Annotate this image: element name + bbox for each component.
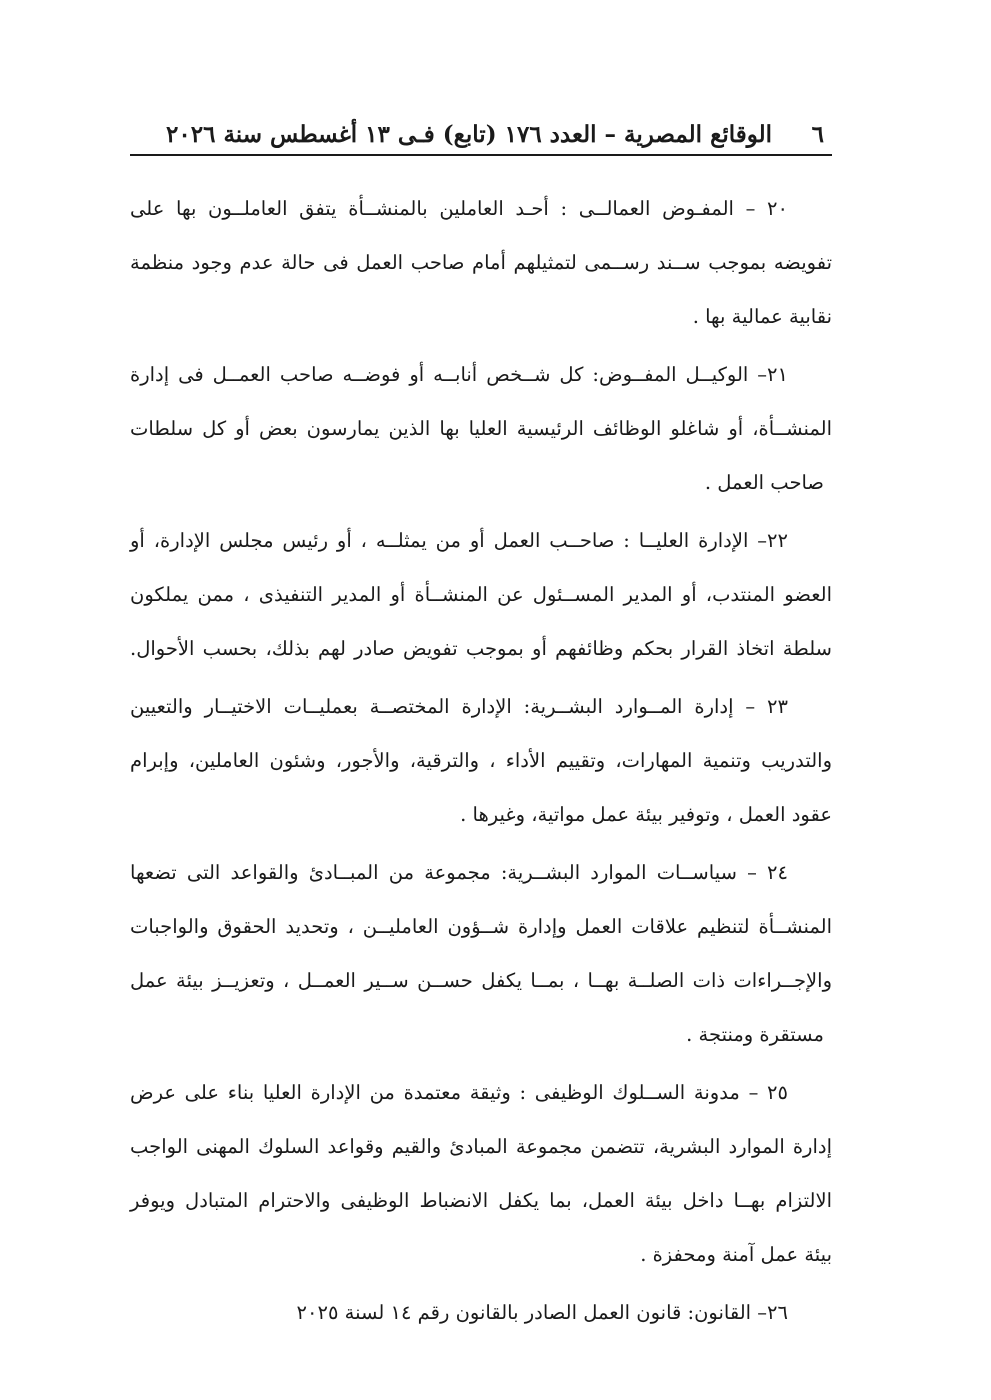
definition-paragraph-20 [130, 182, 832, 344]
paragraph-line: إدارة الموارد البشرية، تتضمن مجموعة المبادئ والقيم وقواعد السلوك المهنى الواجب [130, 1135, 832, 1158]
document-page [130, 0, 832, 1400]
paragraph-line: بيئة عمل آمنة ومحفزة . [640, 1243, 832, 1266]
definition-paragraph-23 [130, 680, 832, 842]
definition-paragraph-26 [130, 1286, 832, 1340]
paragraph-line: والإجــراءات ذات الصلــة بهــا ، بمــا يكفل حســن ســير العمــل ، وتعزيــز بيئة عمل [130, 969, 832, 992]
paragraph-line: المنشــأة لتنظيم علاقات العمل وإدارة شــؤون العامليــن ، وتحديد الحقوق والواجبات [130, 915, 832, 938]
definition-paragraph-25 [130, 1066, 832, 1282]
header-divider [130, 154, 832, 156]
paragraph-line: ٢١– الوكيــل المفــوض: كل شــخص أنابــه أو فوضــه صاحب العمــل فى إدارة [130, 363, 788, 386]
paragraph-line: والتدريب وتنمية المهارات، وتقييم الأداء ، والترقية، والأجور، وشئون العاملين، وإبرام [130, 749, 832, 772]
page-number: ٦ [811, 120, 824, 148]
definition-paragraph-24 [130, 846, 832, 1062]
paragraph-line: ٢٤ – سياســات الموارد البشــرية: مجموعة من المبــادئ والقواعد التى تضعها [130, 861, 788, 884]
paragraph-line: مستقرة ومنتجة . [686, 1023, 824, 1046]
paragraph-line: المنشــأة، أو شاغلو الوظائف الرئيسية العليا بها الذين يمارسون بعض أو كل سلطات [130, 417, 832, 440]
paragraph-line: عقود العمل ، وتوفير بيئة عمل مواتية، وغيرها . [460, 803, 832, 826]
paragraph-line: نقابية عمالية بها . [692, 305, 832, 328]
paragraph-line: ٢٣ – إدارة المــوارد البشــرية: الإدارة المختصــة بعمليــات الاختيــار والتعيين [130, 695, 788, 718]
definition-paragraph-22 [130, 514, 832, 676]
paragraph-line: سلطة اتخاذ القرار بحكم وظائفهم أو بموجب تفويض صادر لهم بذلك، بحسب الأحوال. [130, 637, 832, 660]
paragraph-line: العضو المنتدب، أو المدير المســئول عن المنشــأة أو المدير التنفيذى ، ممن يملكون [130, 583, 832, 606]
running-header [130, 112, 832, 156]
paragraph-line: ٢٦– القانون: قانون العمل الصادر بالقانون رقم ١٤ لسنة ٢٠٢٥ [296, 1301, 788, 1324]
running-title: الوقائع المصرية – العدد ١٧٦ (تابع) فـى ١٣ أغسطس سنة ٢٠٢٦ [166, 120, 772, 148]
body-text [130, 182, 832, 1344]
paragraph-line: الالتزام بهــا داخل بيئة العمل، بما يكفل الانضباط الوظيفى والاحترام المتبادل ويوفر [130, 1189, 832, 1212]
paragraph-line: تفويضه بموجب ســند رســمى لتمثيلهم أمام صاحب العمل فى حالة عدم وجود منظمة [130, 251, 832, 274]
paragraph-line: صاحب العمل . [704, 471, 824, 494]
paragraph-line: ٢٢– الإدارة العليــا : صاحــب العمل أو من يمثلــه ، أو رئيس مجلس الإدارة، أو [130, 529, 788, 552]
paragraph-line: ٢٠ – المفـوض العمالــى : أحـد العاملين بالمنشــأة يتفق العاملــون بها على [130, 197, 788, 220]
paragraph-line: ٢٥ – مدونة الســلوك الوظيفى : وثيقة معتمدة من الإدارة العليا بناء على عرض [130, 1081, 788, 1104]
definition-paragraph-21 [130, 348, 832, 510]
